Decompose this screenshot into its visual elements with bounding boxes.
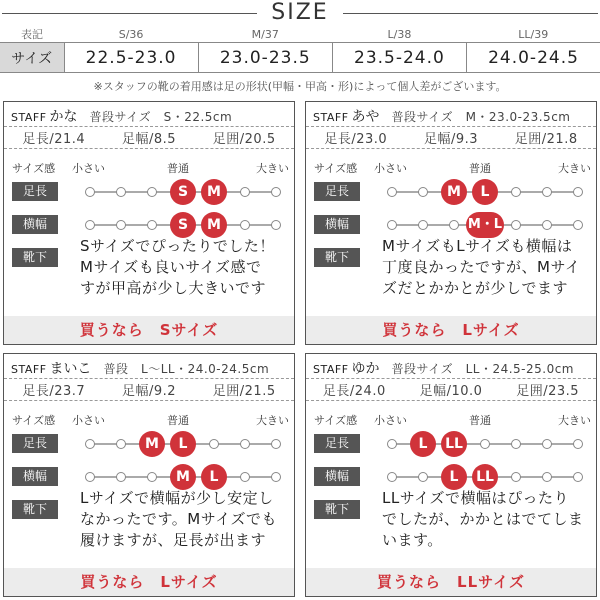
size-marker: M [441,179,467,205]
scale-point [85,439,95,449]
scale-point [511,187,521,197]
scale-large-label: 大きい [256,162,289,175]
scale-large-label: 大きい [558,162,591,175]
size-marker: L [410,431,436,457]
scale-point [240,472,250,482]
scale-point [147,472,157,482]
staff-header [11,106,232,126]
scale-small-label: 小さい [374,414,407,427]
scale-point [209,439,219,449]
staff-label: STAFF [313,111,349,124]
width-tag: 横幅 [314,467,360,486]
comment-line: MサイズもLサイズも横幅は [382,237,573,255]
scale-point [387,220,397,230]
scale-point [116,187,126,197]
foot-width: 足幅/10.0 [419,384,483,399]
divider [306,378,596,379]
comment-line: LLサイズで横幅はぴったり [382,489,570,507]
usual-size: 普段サイズ S・22.5cm [89,110,233,124]
size-marker: L [472,179,498,205]
divider [4,400,294,401]
scale-point [542,220,552,230]
comment-line: Mサイズも良いサイズ感で [80,258,262,276]
shoe-tag: 靴下 [314,248,360,267]
scale-normal-label: 普通 [469,162,491,175]
foot-girth: 足囲/21.8 [514,132,578,147]
scale-small-label: 小さい [374,162,407,175]
foot-measurements [306,128,596,147]
size-row-label: サイズ [0,43,64,73]
length-tag: 足長 [314,182,360,201]
scale-point [85,472,95,482]
scale-point [418,220,428,230]
fit-title: サイズ感 [12,414,56,427]
usual-size: 普段サイズ M・23.0-23.5cm [391,110,571,124]
recommendation: 買うなら LLサイズ [306,568,596,596]
scale-point [240,187,250,197]
scale-point [480,439,490,449]
scale-point [116,472,126,482]
foot-width: 足幅/9.2 [121,384,177,399]
foot-width: 足幅/8.5 [121,132,177,147]
scale-point [511,220,521,230]
comment-line: 履けますが、足長が出ます [80,531,267,549]
scale-point [418,472,428,482]
fit-note: ※スタッフの靴の着用感は足の形状(甲幅・甲高・形)によって個人差がございます。 [93,80,507,93]
scale-small-label: 小さい [72,414,105,427]
staff-header [313,358,574,378]
width-tag: 横幅 [314,215,360,234]
staff-name: まいこ [49,361,92,377]
width-tag: 横幅 [12,467,58,486]
comment-line: ズだとかかとが少しでます [382,279,569,297]
scale-point [511,439,521,449]
recommendation: 買うなら Lサイズ [306,316,596,344]
foot-girth: 足囲/21.5 [212,384,276,399]
staff-label: STAFF [313,363,349,376]
scale-point [147,220,157,230]
size-table-header-row [0,26,600,43]
scale-point [116,220,126,230]
size-table-value-row [0,43,600,73]
size-marker: LL [472,464,498,490]
staff-comment [80,236,290,299]
scale-point [573,220,583,230]
size-col-label: M/37 [251,27,279,41]
staff-card [3,353,295,597]
length-tag: 足長 [314,434,360,453]
staff-name: かな [49,109,78,125]
foot-length: 足長/24.0 [322,384,386,399]
shoe-tag: 靴下 [314,500,360,519]
scale-point [542,439,552,449]
comment-line: います。 [382,531,443,549]
scale-point [116,439,126,449]
foot-length: 足長/21.4 [22,132,86,147]
size-col-label: S/36 [118,27,144,41]
scale-normal-label: 普通 [469,414,491,427]
usual-size: 普段 L〜LL・24.0-24.5cm [103,362,270,376]
shoe-tag: 靴下 [12,500,58,519]
scale-point [271,220,281,230]
foot-width: 足幅/9.3 [423,132,479,147]
scale-point [573,439,583,449]
scale-point [271,187,281,197]
scale-point [573,472,583,482]
scale-point [542,472,552,482]
divider [4,378,294,379]
divider [306,400,596,401]
size-table [0,26,600,73]
staff-card [305,353,597,597]
scale-point [418,187,428,197]
size-marker: M [170,464,196,490]
foot-measurements [4,380,294,399]
scale-point [449,220,459,230]
scale-point [240,439,250,449]
size-marker: M・L [466,212,504,238]
foot-measurements [306,380,596,399]
fit-title: サイズ感 [314,162,358,175]
comment-line: なかったです。Mサイズでも [80,510,278,528]
size-col-value: 22.5-23.0 [64,43,198,73]
divider [306,148,596,149]
size-col-value: 24.0-24.5 [467,43,600,73]
scale-point [387,439,397,449]
staff-comment [80,488,290,551]
staff-comment [382,236,592,299]
scale-large-label: 大きい [256,414,289,427]
size-marker: L [170,431,196,457]
usual-size: 普段サイズ LL・24.5-25.0cm [391,362,574,376]
shoe-tag: 靴下 [12,248,58,267]
foot-girth: 足囲/20.5 [212,132,276,147]
foot-measurements [4,128,294,147]
size-col-label: L/38 [387,27,412,41]
staff-header [11,358,269,378]
size-marker: L [441,464,467,490]
staff-name: ゆか [351,361,380,377]
divider [4,126,294,127]
scale-large-label: 大きい [558,414,591,427]
size-col-label: LL/39 [518,27,549,41]
recommendation: 買うなら Sサイズ [4,316,294,344]
scale-point [573,187,583,197]
scale-point [387,472,397,482]
scale-normal-label: 普通 [167,162,189,175]
size-marker: M [201,179,227,205]
title-rule-right [343,13,598,14]
staff-card [3,101,295,345]
comment-line: Lサイズで横幅が少し安定し [80,489,274,507]
scale-point [387,187,397,197]
scale-point [85,220,95,230]
staff-label: STAFF [11,111,47,124]
scale-point [511,472,521,482]
length-tag: 足長 [12,182,58,201]
size-marker: S [170,179,196,205]
staff-comment [382,488,592,551]
scale-point [271,472,281,482]
recommendation: 買うなら Lサイズ [4,568,294,596]
scale-point [271,439,281,449]
width-tag: 横幅 [12,215,58,234]
scale-point [240,220,250,230]
fit-title: サイズ感 [12,162,56,175]
foot-length: 足長/23.7 [22,384,86,399]
size-col-value: 23.5-24.0 [332,43,466,73]
comment-line: でしたが、かかとはでてしま [382,510,584,528]
size-marker: LL [441,431,467,457]
size-col-value: 23.0-23.5 [198,43,332,73]
comment-line: すが甲高が少し大きいです [80,279,267,297]
comment-line: Sサイズでぴったりでした！ [80,237,275,255]
page-title: SIZE [271,0,329,25]
scale-point [147,187,157,197]
size-marker: L [201,464,227,490]
size-table-label-header: 表記 [21,28,43,41]
scale-point [85,187,95,197]
divider [4,148,294,149]
staff-name: あや [351,109,380,125]
foot-length: 足長/23.0 [324,132,388,147]
fit-title: サイズ感 [314,414,358,427]
staff-label: STAFF [11,363,47,376]
size-marker: M [201,212,227,238]
scale-normal-label: 普通 [167,414,189,427]
staff-card [305,101,597,345]
length-tag: 足長 [12,434,58,453]
foot-girth: 足囲/23.5 [516,384,580,399]
size-marker: S [170,212,196,238]
size-marker: M [139,431,165,457]
divider [306,126,596,127]
comment-line: 丁度良かったですが、Mサイ [382,258,581,276]
staff-header [313,106,570,126]
scale-point [542,187,552,197]
scale-small-label: 小さい [72,162,105,175]
